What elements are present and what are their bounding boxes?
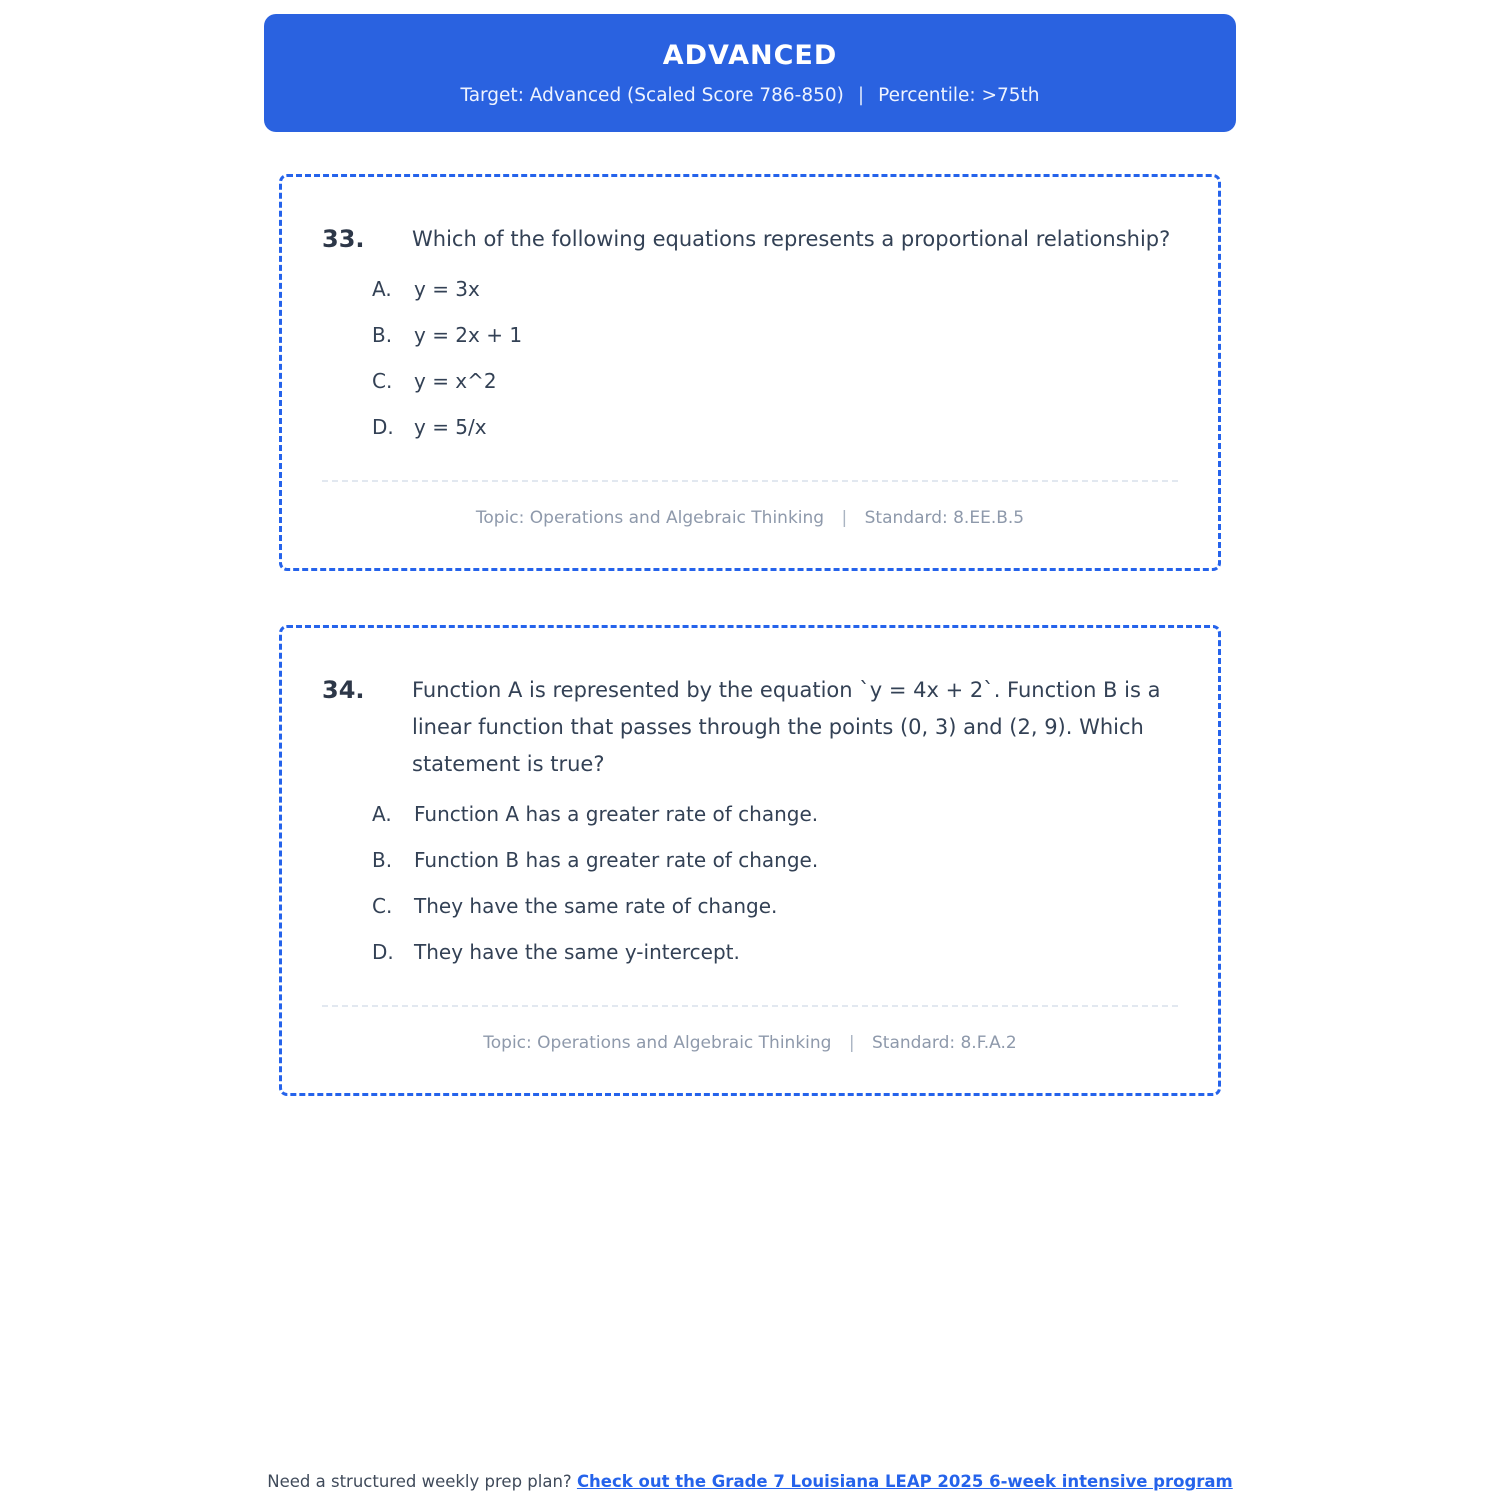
question-number: 33. bbox=[322, 225, 365, 253]
standard-label: Standard: 8.F.A.2 bbox=[872, 1033, 1017, 1053]
answer-option-c bbox=[372, 895, 1178, 917]
prep-program-link[interactable]: Check out the Grade 7 Louisiana LEAP 2025 6-week intensive program bbox=[576, 1472, 1233, 1491]
topic-separator: | bbox=[848, 1033, 855, 1053]
option-text: y = x^2 bbox=[414, 369, 497, 393]
answer-option-a bbox=[372, 803, 1178, 825]
option-text: Function B has a greater rate of change. bbox=[414, 848, 819, 872]
option-text: y = 2x + 1 bbox=[414, 323, 523, 347]
question-card-33 bbox=[279, 174, 1221, 571]
option-letter: C. bbox=[372, 369, 393, 393]
option-letter: B. bbox=[372, 323, 393, 347]
question-number: 34. bbox=[322, 676, 365, 704]
topic-label: Topic: Operations and Algebraic Thinking bbox=[475, 508, 825, 528]
answer-option-d bbox=[372, 941, 1178, 963]
target-score-label: Target: Advanced (Scaled Score 786-850) bbox=[460, 85, 844, 106]
option-text: Function A has a greater rate of change. bbox=[414, 802, 819, 826]
topic-divider bbox=[322, 480, 1178, 482]
footer-prompt-text: Need a structured weekly prep plan? bbox=[267, 1472, 577, 1491]
topic-standard-line bbox=[322, 1033, 1178, 1067]
topic-standard-line bbox=[322, 508, 1178, 542]
option-text: y = 5/x bbox=[414, 415, 487, 439]
question-text: Function A is represented by the equation `y = 4x + 2`. Function B is a linear function that passes through the points (0, 3) and (2, 9). Which statement is true? bbox=[412, 678, 1161, 776]
question-33 bbox=[322, 221, 1178, 258]
option-letter: D. bbox=[372, 415, 394, 439]
option-text: They have the same y-intercept. bbox=[414, 940, 740, 964]
topic-divider bbox=[322, 1005, 1178, 1007]
option-letter: A. bbox=[372, 802, 392, 826]
standard-label: Standard: 8.EE.B.5 bbox=[864, 508, 1025, 528]
footer bbox=[0, 1472, 1500, 1491]
answer-option-c bbox=[372, 370, 1178, 392]
level-subtitle bbox=[460, 85, 1039, 106]
answer-options bbox=[372, 278, 1178, 438]
option-text: y = 3x bbox=[414, 277, 480, 301]
level-title: ADVANCED bbox=[662, 40, 838, 71]
option-letter: D. bbox=[372, 940, 394, 964]
option-letter: C. bbox=[372, 894, 393, 918]
answer-option-b bbox=[372, 324, 1178, 346]
option-letter: A. bbox=[372, 277, 392, 301]
topic-label: Topic: Operations and Algebraic Thinking bbox=[483, 1033, 832, 1053]
question-text: Which of the following equations represents a proportional relationship? bbox=[412, 227, 1171, 251]
topic-separator: | bbox=[841, 508, 848, 528]
answer-option-a bbox=[372, 278, 1178, 300]
level-banner bbox=[264, 14, 1236, 132]
answer-option-b bbox=[372, 849, 1178, 871]
question-card-34 bbox=[279, 625, 1221, 1096]
option-text: They have the same rate of change. bbox=[414, 894, 778, 918]
question-34 bbox=[322, 672, 1178, 783]
subtitle-separator: | bbox=[857, 85, 865, 106]
percentile-label: Percentile: >75th bbox=[878, 85, 1040, 106]
answer-options bbox=[372, 803, 1178, 963]
option-letter: B. bbox=[372, 848, 393, 872]
answer-option-d bbox=[372, 416, 1178, 438]
